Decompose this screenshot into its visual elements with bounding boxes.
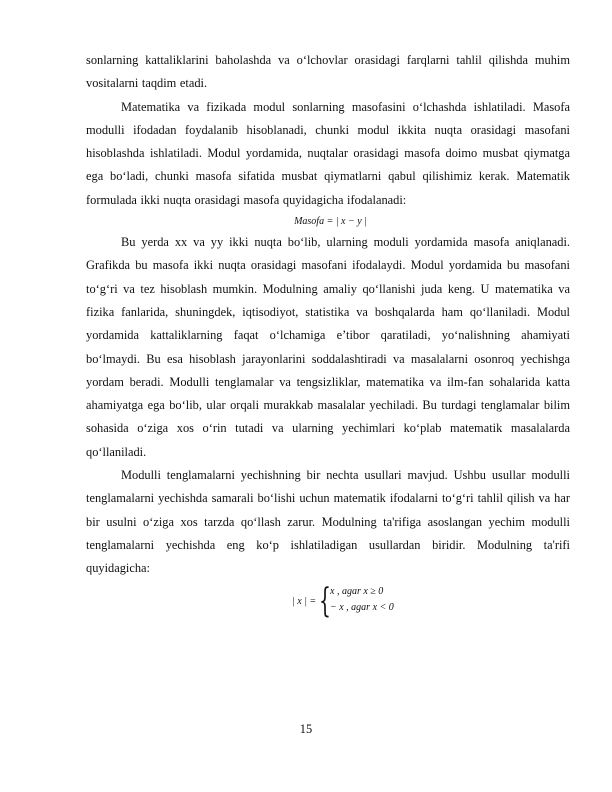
formula-absolute-value-definition	[86, 581, 570, 633]
page-number: 15	[299, 722, 313, 736]
document-page	[86, 49, 570, 633]
formula-distance: Masofa = | x − y |	[294, 216, 367, 228]
formula-abs-case-positive: x , agar x ≥ 0	[330, 585, 384, 597]
curly-brace-icon: {	[319, 580, 331, 621]
paragraph-distance-definition: Matematika va fizikada modul sonlarning masofasini o‘lchashda ishlatiladi. Masofa modulli ifodadan foydalanib hisoblanadi, chunki modul ikkita nuqta orasidagi masofani hisoblashda ishlatiladi. Modul yordamida, nuqtalar orasidagi masofa doimo musbat qiymatga ega bo‘ladi, chunki masofa sifatida musbat qiymatlarni qabul qilishimiz kerak. Matematik formulada ikki nuqta orasidagi masofa quyidagicha ifodalanadi:	[86, 99, 570, 207]
paragraph-modulus-applications: Bu yerda xx va yy ikki nuqta bo‘lib, ularning moduli yordamida masofa aniqlanadi. Grafikda bu masofa ikki nuqta orasidagi masofani ifodalaydi. Modul yordamida bu masofani to‘g‘ri va tez hisoblash mumkin. Modulning amaliy qo‘llanishi juda keng. U matematika va fizika fanlarida, shuningdek, iqtisodiyot, statistika va boshqalarda ham qo‘llaniladi. Modul yordamida kattaliklarning faqat o‘lchamiga e’tibor qaratiladi, yo‘nalishning ahamiyati bo‘lmaydi. Bu esa hisoblash jarayonlarini soddalashtiradi va masalalarni osonroq yechishga yordam beradi. Modulli tenglamalar va tengsizliklar, matematika va ilm-fan sohalarida katta ahamiyatga ega bo‘lib, ular orqali murakkab masalalar yechiladi. Bu turdagi tenglamalar bilim sohasida o‘ziga xos o‘rin tutadi va ularning yechimlari ko‘plab matematik masalalarda qo‘llaniladi.	[86, 235, 570, 459]
paragraph-solving-methods: Modulli tenglamalarni yechishning bir nechta usullari mavjud. Ushbu usullar modulli tenglamalarni yechishda samarali bo‘lishi uchun matematik ifodalarni to‘g‘ri tahlil qilish va har bir usulni o‘ziga xos tarzda qo‘llash zarur. Modulning ta'rifiga asoslangan yechim modulli tenglamalarni yechishda eng ko‘p ishlatiladigan usullardan biridir. Modulning ta'rifi quyidagicha:	[86, 468, 570, 576]
formula-abs-lhs: | x | =	[292, 595, 317, 607]
paragraph-intro-continuation: sonlarning kattaliklarini baholashda va o‘lchovlar orasidagi farqlarni tahlil qilishda muhim vositalarni taqdim etadi.	[86, 53, 570, 91]
formula-abs-case-negative: − x , agar x < 0	[330, 601, 394, 613]
